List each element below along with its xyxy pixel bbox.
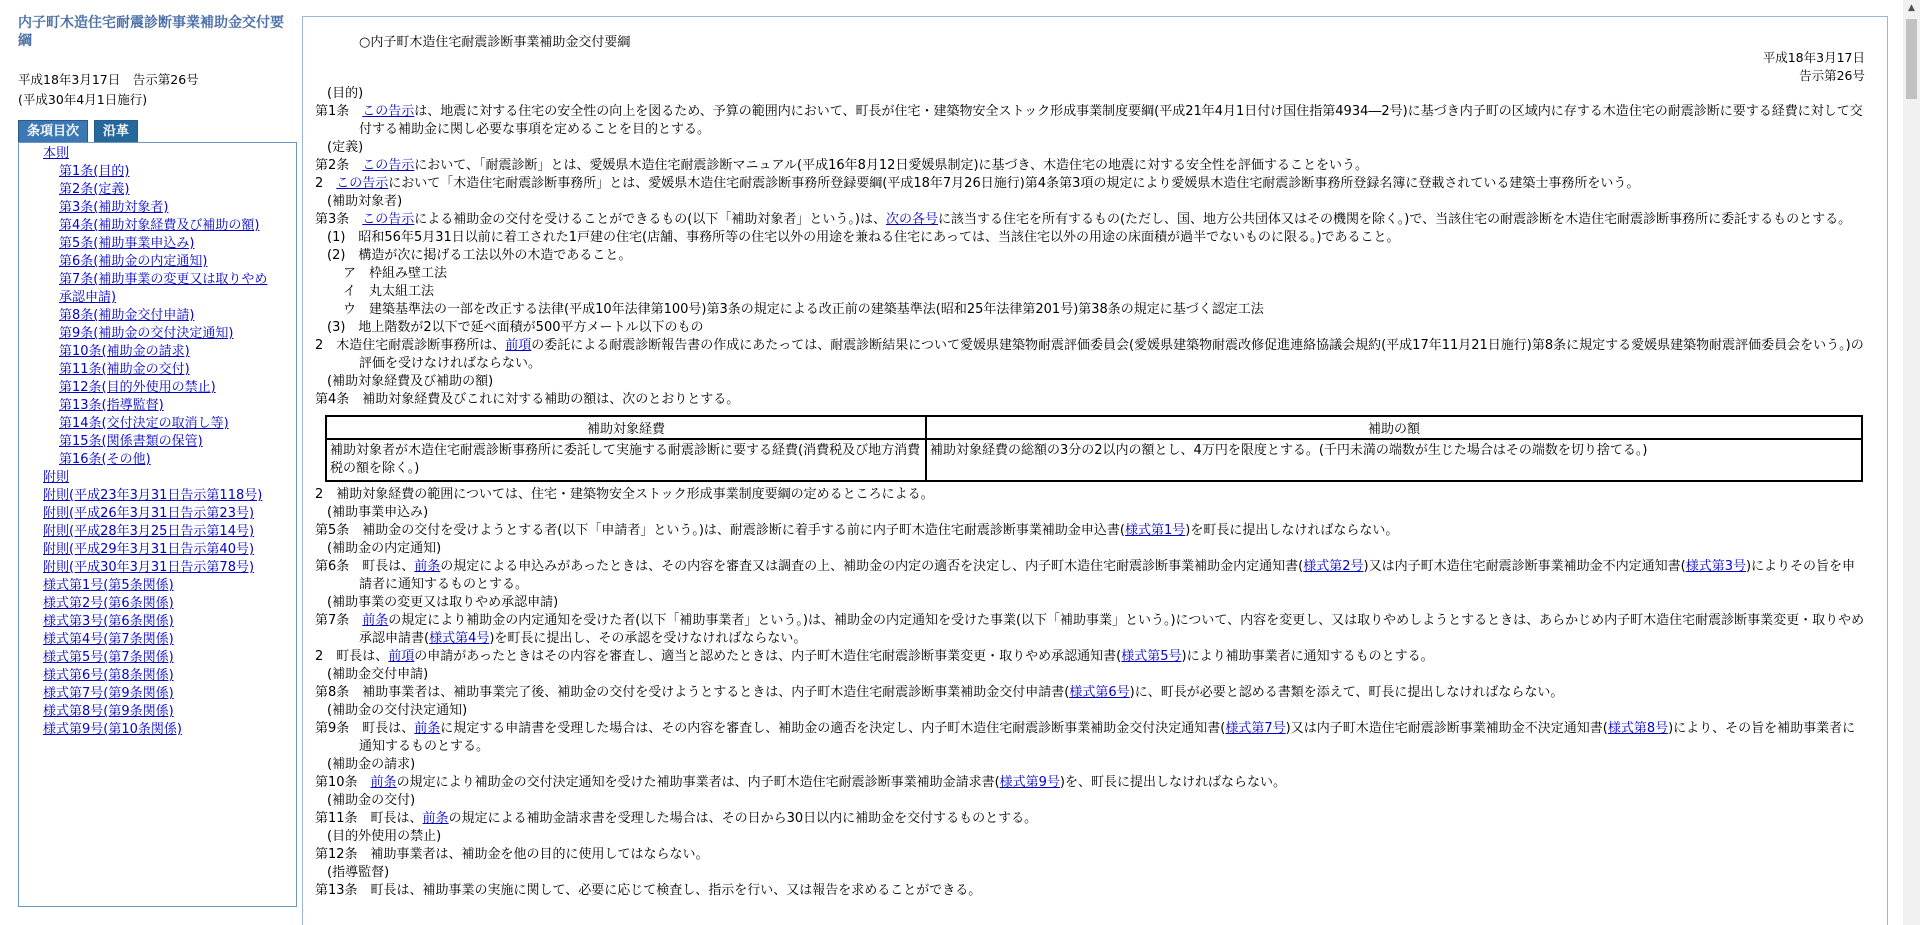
reference-link[interactable]: 前項 [388, 649, 415, 664]
text-segment: )によりその旨を申請者に通知するものとする。 [359, 559, 1856, 592]
notice-number: 告示第26号 [1799, 68, 1865, 83]
text-segment: の申請があったときはその内容を審査し、適当と認めたときは、内子町木造住宅耐震診断事業変更・取りやめ承認通知書( [414, 649, 1122, 664]
text-segment: 第13条 町長は、補助事業の実施に関して、必要に応じて検査し、指示を行い、又は報告を求めることができる。 [315, 883, 982, 898]
text-segment: (補助対象経費及び補助の額) [327, 374, 494, 389]
article-text [315, 720, 1865, 756]
toc-link[interactable]: 第15条(関係書類の保管) [59, 434, 203, 449]
notice-date-line: 平成18年3月17日 告示第26号 [18, 72, 199, 87]
text-segment: 第12条 補助事業者は、補助金を他の目的に使用してはならない。 [315, 847, 709, 862]
vertical-scrollbar[interactable] [1903, 0, 1920, 925]
reference-link[interactable]: 様式第1号 [1125, 523, 1186, 538]
toc-link[interactable]: 第1条(目的) [59, 164, 130, 179]
text-segment: (目的外使用の禁止) [327, 829, 442, 844]
article-caption [315, 828, 1865, 846]
reference-link[interactable]: 様式第6号 [1069, 685, 1130, 700]
toc-link[interactable]: 第3条(補助対象者) [59, 200, 169, 215]
article-text [315, 211, 1865, 229]
article-caption [315, 864, 1865, 882]
toc-link[interactable]: 第11条(補助金の交付) [59, 362, 190, 377]
text-segment: 2 [315, 176, 337, 191]
scroll-up-arrow-icon[interactable]: ▲ [1908, 3, 1915, 13]
sidebar-tabs [18, 120, 138, 142]
text-segment: ウ 建築基準法の一部を改正する法律(平成10年法律第100号)第3条の規定による改正前の建築基準法(昭和25年法律第201号)第38条の規定に基づく認定工法 [343, 302, 1264, 317]
article-caption [315, 540, 1865, 558]
text-segment: (補助事業申込み) [327, 505, 429, 520]
article-text [315, 612, 1865, 648]
text-segment: において「木造住宅耐震診断事務所」とは、愛媛県木造住宅耐震診断事務所登録要綱(平成18年7月26日施行)第4条第3項の規定により愛媛県木造住宅耐震診断事務所登録名簿に登載されている建築士事務所をいう。 [388, 176, 1640, 191]
subsidy-table-cell: 補助対象者が木造住宅耐震診断事務所に委託して実施する耐震診断に要する経費(消費税及び地方消費税の額を除く。) [326, 439, 926, 481]
article-text [315, 157, 1865, 175]
text-segment: 2 町長は、 [315, 649, 389, 664]
article-text [315, 486, 1865, 504]
toc-link[interactable]: 様式第5号(第7条関係) [43, 650, 174, 665]
text-segment: (補助金交付申請) [327, 667, 429, 682]
toc-link[interactable]: 附則(平成23年3月31日告示第118号) [43, 488, 263, 503]
article-text [315, 247, 1865, 265]
notice-date: 平成18年3月17日 [1762, 50, 1865, 65]
article-text [315, 810, 1865, 828]
text-segment: (指導監督) [327, 865, 390, 880]
text-segment: (補助事業の変更又は取りやめ承認申請) [327, 595, 559, 610]
text-segment: (目的) [327, 86, 364, 101]
toc-link[interactable]: 第6条(補助金の内定通知) [59, 254, 208, 269]
toc-link[interactable]: 第13条(指導監督) [59, 398, 164, 413]
reference-link[interactable]: 次の各号 [885, 212, 938, 227]
reference-link[interactable]: この告示 [336, 176, 389, 191]
toc-link[interactable]: 第10条(補助金の請求) [59, 344, 190, 359]
text-segment: (補助金の内定通知) [327, 541, 442, 556]
toc-link[interactable]: 第5条(補助事業申込み) [59, 236, 195, 251]
text-segment: (定義) [327, 140, 364, 155]
subsidy-table-header: 補助の額 [926, 416, 1862, 439]
toc-link[interactable]: 附則 [43, 470, 70, 485]
toc-link[interactable]: 様式第8号(第9条関係) [43, 704, 174, 719]
article-text [315, 229, 1865, 247]
reference-link[interactable]: 様式第5号 [1121, 649, 1182, 664]
toc-link[interactable]: 様式第6号(第8条関係) [43, 668, 174, 683]
document-body [302, 16, 1888, 925]
article-text [315, 103, 1865, 139]
article-text [315, 774, 1865, 792]
text-segment: )を町長に提出し、その承認を受けなければならない。 [489, 631, 807, 646]
tab-article-index[interactable]: 条項目次 [18, 120, 88, 142]
text-segment: )により、その旨を補助事業者に通知するものとする。 [359, 721, 1856, 754]
article-text [315, 175, 1865, 193]
text-segment: )又は内子町木造住宅耐震診断事業補助金不内定通知書( [1363, 559, 1686, 574]
text-segment: 第5条 補助金の交付を受けようとする者(以下「申請者」という。)は、耐震診断に着手する前に内子町木造住宅耐震診断事業補助金申込書( [315, 523, 1125, 538]
article-caption [315, 139, 1865, 157]
reference-link[interactable]: 様式第4号 [429, 631, 490, 646]
subsidy-table [325, 415, 1863, 482]
reference-link[interactable]: 様式第8号 [1607, 721, 1669, 736]
article-text [315, 558, 1865, 594]
text-segment: 2 補助対象経費の範囲については、住宅・建築物安全ストック形成事業制度要綱の定めるところによる。 [315, 487, 934, 502]
text-segment: (補助金の交付) [327, 793, 416, 808]
article-caption [315, 594, 1865, 612]
text-segment: において、「耐震診断」とは、愛媛県木造住宅耐震診断マニュアル(平成16年8月12日愛媛県制定)に基づき、木造住宅の地震に対する安全性を評価することをいう。 [414, 158, 1368, 173]
enforced-date-line: (平成30年4月1日施行) [18, 92, 148, 107]
toc-link[interactable]: 様式第3号(第6条関係) [43, 614, 174, 629]
text-segment: 第10条 [315, 775, 371, 790]
toc-link[interactable]: 第12条(目的外使用の禁止) [59, 380, 216, 395]
article-text [315, 337, 1865, 373]
text-segment: の規定により補助金の交付決定通知を受けた補助事業者は、内子町木造住宅耐震診断事業補助金請求書( [396, 775, 1000, 790]
toc-link[interactable]: 附則(平成30年3月31日告示第78号) [43, 560, 255, 575]
toc-link[interactable]: 様式第2号(第6条関係) [43, 596, 174, 611]
subsidy-table-header: 補助対象経費 [326, 416, 926, 439]
text-segment: 第9条 町長は、 [315, 721, 415, 736]
toc-link[interactable]: 第14条(交付決定の取消し等) [59, 416, 229, 431]
toc-link[interactable]: 承認申請) [59, 290, 117, 305]
article-caption [315, 792, 1865, 810]
article-text [315, 265, 1865, 283]
document-heading: ○内子町木造住宅耐震診断事業補助金交付要綱 [359, 35, 631, 50]
toc-link[interactable]: 様式第7号(第9条関係) [43, 686, 174, 701]
reference-link[interactable]: 前項 [505, 338, 532, 353]
text-segment: 第8条 補助事業者は、補助事業完了後、補助金の交付を受けようとするときは、内子町木造住宅耐震診断事業補助金交付申請書( [315, 685, 1070, 700]
toc-link[interactable]: 第9条(補助金の交付決定通知) [59, 326, 234, 341]
text-segment: )により補助事業者に通知するものとする。 [1181, 649, 1434, 664]
toc-link[interactable]: 第16条(その他) [59, 452, 151, 467]
toc-link[interactable]: 附則(平成29年3月31日告示第40号) [43, 542, 255, 557]
article-caption [315, 193, 1865, 211]
toc-link[interactable]: 附則(平成26年3月31日告示第23号) [43, 506, 255, 521]
articles-part-2 [315, 486, 1865, 900]
article-text [315, 522, 1865, 540]
text-segment: 第3条 [315, 212, 363, 227]
text-segment: 第7条 [315, 613, 363, 628]
text-segment: (補助金の交付決定通知) [327, 703, 468, 718]
toc-link[interactable]: 第8条(補助金交付申請) [59, 308, 195, 323]
tab-history[interactable]: 沿革 [94, 120, 138, 142]
article-text [315, 319, 1865, 337]
text-segment: に規定する申請書を受理した場合は、その内容を審査し、補助金の適否を決定し、内子町木造住宅耐震診断事業補助金交付決定通知書( [440, 721, 1226, 736]
text-segment: 第6条 町長は、 [315, 559, 415, 574]
notice-info [1763, 49, 1865, 85]
text-segment: の規定による申込みがあったときは、その内容を審査又は調査の上、補助金の内定の適否を決定し、内子町木造住宅耐震診断事業補助金内定通知書( [440, 559, 1304, 574]
articles [315, 85, 1865, 900]
reference-link[interactable]: この告示 [362, 104, 415, 119]
text-segment: ア 枠組み壁工法 [343, 266, 448, 281]
text-segment: 第1条 [315, 104, 363, 119]
reference-link[interactable]: 前条 [370, 775, 397, 790]
toc-link[interactable]: 第7条(補助事業の変更又は取りやめ [59, 272, 268, 287]
reference-link[interactable]: 前条 [414, 559, 441, 574]
toc-link[interactable]: 附則(平成28年3月25日告示第14号) [43, 524, 255, 539]
toc-link[interactable]: 様式第4号(第7条関係) [43, 632, 174, 647]
text-segment: (1) 昭和56年5月31日以前に着工された1戸建の住宅(店舗、事務所等の住宅以外の用途を兼ねる住宅にあっては、当該住宅以外の用途の床面積が過半でないものに限る。)であること。 [327, 230, 1400, 245]
document-title: 内子町木造住宅耐震診断事業補助金交付要綱 [18, 15, 284, 49]
table-of-contents [18, 142, 297, 907]
toc-link[interactable]: 様式第9号(第10条関係) [43, 722, 182, 737]
article-text [315, 283, 1865, 301]
text-segment: は、地震に対する住宅の安全性の向上を図るため、予算の範囲内において、町長が住宅・建築物安全ストック形成事業制度要綱(平成21年4月1日付け国住指第4934―2号)に基づき内子町の区域内に存する木造住宅の耐震診断に要する経費に対して交付する補助金に関し必要な事項を定めることを目的とする。 [359, 104, 1863, 137]
text-segment: 2 木造住宅耐震診断事務所は、 [315, 338, 506, 353]
article-caption [315, 702, 1865, 720]
reference-link[interactable]: この告示 [362, 212, 415, 227]
text-segment: (補助対象者) [327, 194, 403, 209]
subsidy-table-row [326, 439, 1862, 481]
toc-link[interactable]: 様式第1号(第5条関係) [43, 578, 174, 593]
subsidy-table-cell: 補助対象経費の総額の3分の2以内の額とし、4万円を限度とする。(千円未満の端数が生じた場合はその端数を切り捨てる。) [926, 439, 1862, 481]
article-caption [315, 756, 1865, 774]
text-segment: )又は内子町木造住宅耐震診断事業補助金不決定通知書( [1285, 721, 1608, 736]
toc-link[interactable]: 第4条(補助対象経費及び補助の額) [59, 218, 260, 233]
text-segment: イ 丸太組工法 [343, 284, 435, 299]
article-text [315, 684, 1865, 702]
article-caption [315, 373, 1865, 391]
article-text [315, 301, 1865, 319]
text-segment: 第4条 補助対象経費及びこれに対する補助の額は、次のとおりとする。 [315, 392, 740, 407]
toc-link[interactable]: 本則 [43, 146, 70, 161]
article-text [315, 882, 1865, 900]
text-segment: (補助金の請求) [327, 757, 416, 772]
text-segment: (2) 構造が次に掲げる工法以外の木造であること。 [327, 248, 632, 263]
text-segment: の規定により補助金の内定通知を受けた者(以下「補助事業者」という。)は、補助金の内定通知を受けた事業(以下「補助事業」という。)について、内容を変更し、又は取りやめしようとするときは、あらかじめ内子町木造住宅耐震診断事業変更・取りやめ承認申請書( [359, 613, 1865, 646]
text-segment: の委託による耐震診断報告書の作成にあたっては、耐震診断結果について愛媛県建築物耐震評価委員会(愛媛県建築物耐震改修促進連絡協議会規約(平成17年11月21日施行)第8条に規定する愛媛県建築物耐震評価委員会をいう。)の評価を受けなければならない。 [359, 338, 1864, 371]
reference-link[interactable]: 前条 [414, 721, 441, 736]
article-text [315, 846, 1865, 864]
sidebar-pane [0, 0, 300, 925]
text-segment: (3) 地上階数が2以下で延べ面積が500平方メートル以下のもの [327, 320, 704, 335]
text-segment: の規定による補助金請求書を受理した場合は、その日から30日以内に補助金を交付するものとする。 [448, 811, 1038, 826]
reference-link[interactable]: 様式第7号 [1225, 721, 1286, 736]
text-segment: による補助金の交付を受けることができるもの(以下「補助対象者」という。)は、 [414, 212, 886, 227]
subsidy-table-header-row [326, 416, 1862, 439]
text-segment: )に、町長が必要と認める書類を添えて、町長に提出しなければならない。 [1129, 685, 1564, 700]
reference-link[interactable]: 様式第9号 [999, 775, 1060, 790]
scrollbar-thumb[interactable] [1906, 19, 1917, 99]
text-segment: 第2条 [315, 158, 363, 173]
text-segment: )を、町長に提出しなければならない。 [1059, 775, 1286, 790]
article-text [315, 391, 1865, 409]
reference-link[interactable]: 前条 [422, 811, 449, 826]
reference-link[interactable]: 前条 [362, 613, 389, 628]
reference-link[interactable]: 様式第3号 [1685, 559, 1746, 574]
articles-part-1 [315, 85, 1865, 409]
text-segment: 第11条 町長は、 [315, 811, 423, 826]
article-text [315, 648, 1865, 666]
reference-link[interactable]: この告示 [362, 158, 415, 173]
article-caption [315, 85, 1865, 103]
article-caption [315, 504, 1865, 522]
article-caption [315, 666, 1865, 684]
reference-link[interactable]: 様式第2号 [1303, 559, 1364, 574]
text-segment: )を町長に提出しなければならない。 [1185, 523, 1399, 538]
toc-link[interactable]: 第2条(定義) [59, 182, 130, 197]
text-segment: に該当する住宅を所有するもの(ただし、国、地方公共団体又はその機関を除く。)で、当該住宅の耐震診断を木造住宅耐震診断事務所に委託するものとする。 [937, 212, 1852, 227]
